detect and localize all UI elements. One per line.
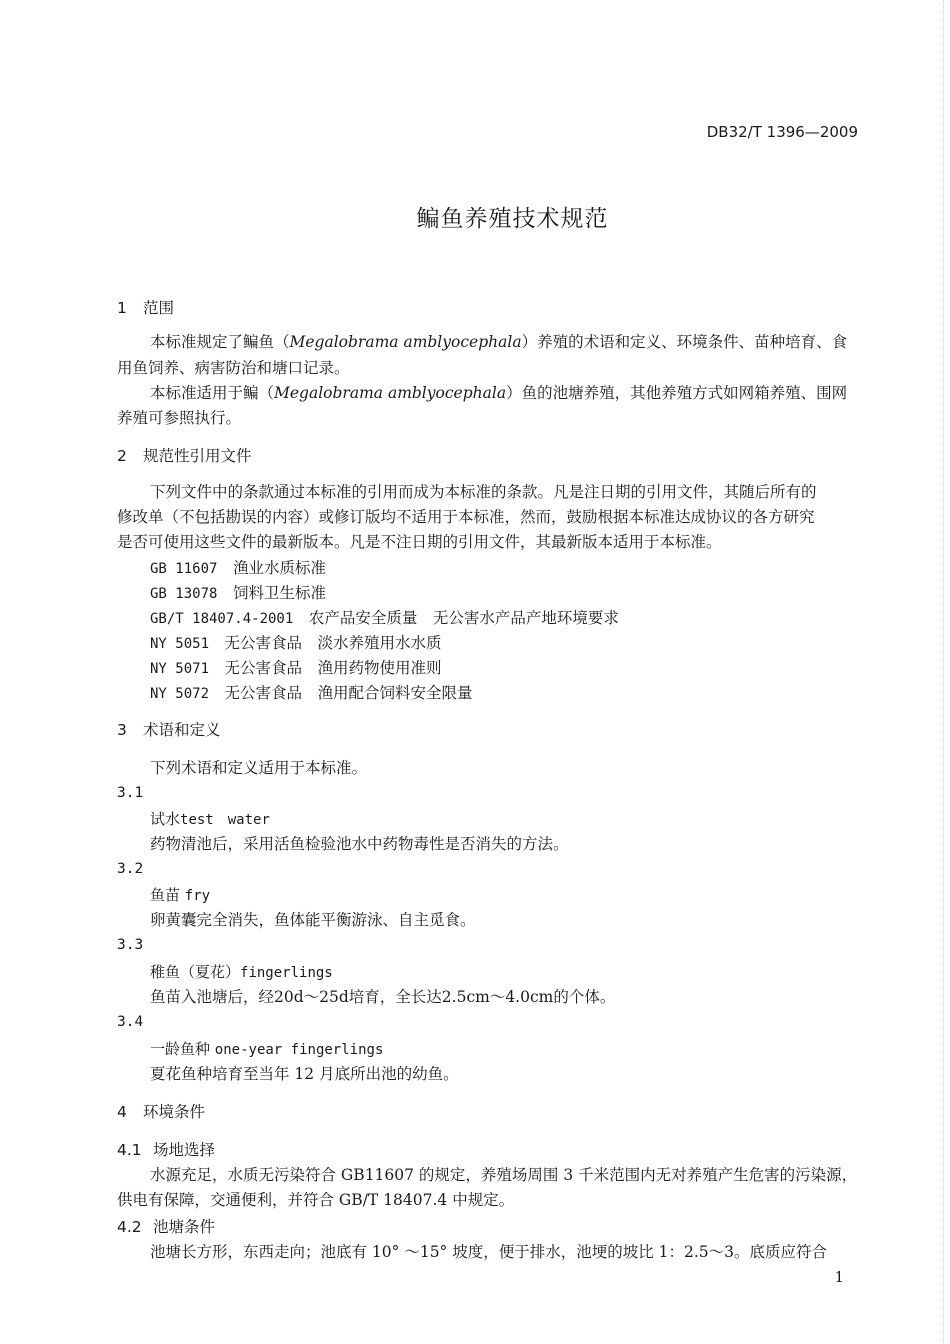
page-number: 1 [834,1268,844,1286]
section-2-heading: 2 规范性引用文件 [117,447,252,465]
section-1-paragraph-1-cont: 用鱼饲养、病害防治和塘口记录。 [117,359,350,377]
reference-item: NY 5071 无公害食品 渔用药物使用准则 [150,659,442,677]
reference-item: GB 13078 饲料卫生标准 [150,584,326,602]
section-3-intro: 下列术语和定义适用于本标准。 [150,759,368,777]
term-name: 稚鱼（夏花）fingerlings [150,963,333,981]
term-name: 一龄鱼种 one-year fingerlings [150,1040,384,1058]
term-number: 3.3 [117,937,144,953]
term-definition: 夏花鱼种培育至当年 12 月底所出池的幼鱼。 [150,1065,459,1083]
section-2-paragraph-line-3: 是否可使用这些文件的最新版本。凡是不注日期的引用文件，其最新版本适用于本标准。 [117,533,722,551]
section-2-paragraph-line-2: 修改单（不包括勘误的内容）或修订版均不适用于本标准，然而，鼓励根据本标准达成协议的各方研究 [117,508,815,526]
section-1-paragraph-2-cont: 养殖可参照执行。 [117,409,242,427]
standard-code: DB32/T 1396—2009 [706,123,858,141]
section-4-heading: 4 环境条件 [117,1103,206,1121]
term-definition: 药物清池后，采用活鱼检验池水中药物毒性是否消失的方法。 [150,835,569,853]
term-definition: 卵黄囊完全消失，鱼体能平衡游泳、自主觅食。 [150,911,476,929]
subsection-4-1-heading: 4.1 场地选择 [117,1141,216,1159]
section-2-paragraph-line-1: 下列文件中的条款通过本标准的引用而成为本标准的条款。凡是注日期的引用文件，其随后所有的 [150,483,817,501]
reference-item: GB/T 18407.4-2001 农产品安全质量 无公害水产品产地环境要求 [150,609,619,627]
term-definition: 鱼苗入池塘后，经20d～25d培育，全长达2.5cm～4.0cm的个体。 [150,988,616,1006]
section-3-heading: 3 术语和定义 [117,721,221,739]
reference-item: NY 5072 无公害食品 渔用配合饲料安全限量 [150,684,473,702]
reference-item: NY 5051 无公害食品 淡水养殖用水水质 [150,634,442,652]
section-1-paragraph-1: 本标准规定了鳊鱼（Megalobrama amblyocephala）养殖的术语和定义、环境条件、苗种培育、食 [150,333,848,351]
term-name: 试水test water [150,810,270,828]
section-1-heading: 1 范围 [117,299,175,317]
term-number: 3.1 [117,785,144,801]
section-1-paragraph-2: 本标准适用于鳊（Megalobrama amblyocephala）鱼的池塘养殖，其他养殖方式如网箱养殖、围网 [150,384,848,402]
term-number: 3.2 [117,861,144,877]
document-title: 鳊鱼养殖技术规范 [416,206,609,232]
subsection-4-1-line-1: 水源充足，水质无污染符合 GB11607 的规定，养殖场周围 3 千米范围内无对养殖产生危害的污染源， [150,1166,858,1184]
reference-item: GB 11607 渔业水质标准 [150,559,326,577]
subsection-4-1-line-2: 供电有保障，交通便利，并符合 GB/T 18407.4 中规定。 [117,1191,515,1209]
term-number: 3.4 [117,1014,144,1030]
term-name: 鱼苗 fry [150,886,211,904]
subsection-4-2-heading: 4.2 池塘条件 [117,1218,216,1236]
subsection-4-2-line-1: 池塘长方形，东西走向；池底有 10° ～15° 坡度，便于排水，池埂的坡比 1：2.5～3。底质应符合 [150,1243,828,1261]
